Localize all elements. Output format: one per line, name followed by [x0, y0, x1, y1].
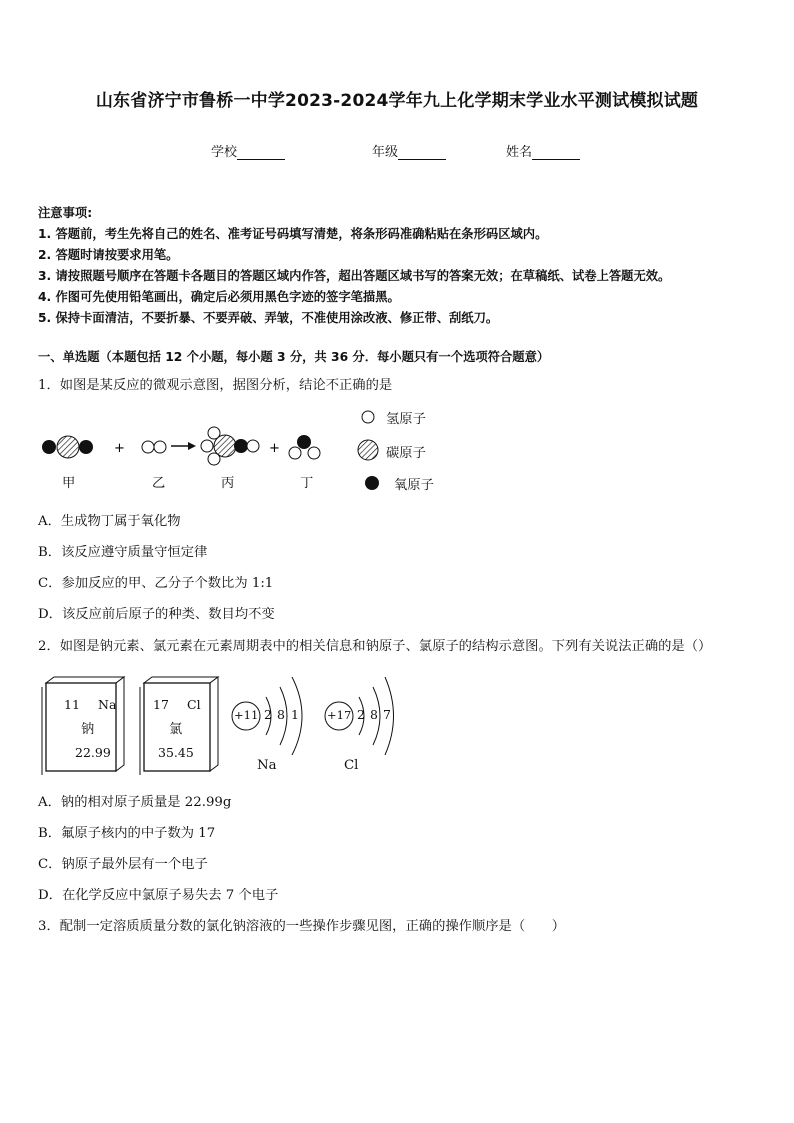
na-shell-3: 1 [291, 707, 299, 722]
q1-option-b: B．该反应遵守质量守恒定律 [38, 545, 208, 560]
label-jia: 甲 [62, 476, 76, 491]
na-shell-2: 8 [277, 707, 285, 722]
carbon-atom [214, 435, 236, 457]
molecule-bing [201, 427, 259, 465]
notes-heading: 注意事项: [38, 206, 93, 220]
legend-carbon-icon [358, 440, 378, 460]
cl-shell-1: 2 [357, 707, 365, 722]
grade-blank [398, 146, 446, 160]
molecule-ding [289, 435, 320, 459]
oxygen-atom [42, 440, 56, 454]
notes-item: 1. 答题前，考生先将自己的姓名、准考证号码填写清楚，将条形码准确粘贴在条形码区域内。 [38, 227, 548, 241]
notes-item: 3. 请按照题号顺序在答题卡各题目的答题区域内作答，超出答题区域书写的答案无效；在草稿纸、试卷上答题无效。 [38, 269, 671, 283]
reaction-arrow [171, 442, 196, 450]
grade-field [372, 141, 446, 160]
cl-shell-2: 8 [370, 707, 378, 722]
hydrogen-atom [154, 441, 166, 453]
na-symbol: Na [98, 697, 117, 712]
plus-sign: + [269, 441, 280, 456]
hydrogen-atom [289, 447, 301, 459]
label-ding: 丁 [300, 476, 314, 491]
na-atom-label: Na [257, 758, 277, 773]
q2-option-b: B．氟原子核内的中子数为 17 [38, 826, 216, 841]
question-1-stem: 1．如图是某反应的微观示意图，据图分析，结论不正确的是 [38, 378, 393, 393]
question-3-stem: 3．配制一定溶质质量分数的氯化钠溶液的一些操作步骤见图，正确的操作顺序是（ ） [38, 919, 566, 934]
na-mass: 22.99 [75, 745, 111, 760]
notes-item: 5. 保持卡面清洁，不要折暴、不要弄破、弄皱，不准使用涂改液、修正带、刮纸刀。 [38, 311, 499, 325]
school-field [211, 141, 285, 160]
grade-label: 年级 [372, 145, 399, 160]
q1-option-a: A．生成物丁属于氧化物 [38, 514, 181, 529]
label-bing: 丙 [221, 476, 235, 491]
name-blank [532, 146, 580, 160]
cl-shell-3: 7 [383, 707, 391, 722]
notes-item: 4. 作图可先使用铅笔画出，确定后必须用黑色字迹的签字笔描黑。 [38, 290, 400, 304]
hydrogen-atom [201, 440, 213, 452]
cl-nucleus: +17 [327, 708, 352, 722]
legend-oxygen-icon [365, 476, 379, 490]
na-atomic-number: 11 [64, 697, 80, 712]
section-heading: 一、单选题（本题包括 12 个小题，每小题 3 分，共 36 分．每小题只有一个选项符合题意） [38, 350, 550, 364]
school-label: 学校 [211, 145, 238, 160]
cl-name: 氯 [169, 722, 183, 737]
question-2-stem: 2．如图是钠元素、氯元素在元素周期表中的相关信息和钠原子、氯原子的结构示意图。下列有关说法正确的是（） [38, 639, 712, 654]
molecule-yi [142, 441, 166, 453]
cl-symbol: Cl [187, 697, 201, 712]
plus-sign: + [114, 441, 125, 456]
na-nucleus: +11 [234, 708, 259, 722]
cl-atom-label: Cl [344, 758, 359, 773]
q2-option-d: D．在化学反应中氯原子易失去 7 个电子 [38, 888, 279, 903]
carbon-atom [57, 436, 79, 458]
oxygen-atom [234, 439, 248, 453]
name-label: 姓名 [506, 145, 533, 160]
legend-oxygen-label: 氧原子 [394, 478, 434, 493]
hydrogen-atom [142, 441, 154, 453]
name-field [506, 141, 580, 160]
cl-atomic-number: 17 [153, 697, 169, 712]
page-title: 山东省济宁市鲁桥一中学2023-2024学年九上化学期末学业水平测试模拟试题 [95, 91, 699, 111]
school-blank [237, 146, 285, 160]
legend-hydrogen-icon [362, 411, 374, 423]
notes-block [38, 203, 670, 329]
oxygen-atom [297, 435, 311, 449]
na-shell-1: 2 [264, 707, 272, 722]
oxygen-atom [79, 440, 93, 454]
na-name: 钠 [81, 722, 95, 737]
hydrogen-atom [247, 440, 259, 452]
molecule-jia [42, 436, 93, 458]
label-yi: 乙 [152, 476, 166, 491]
q2-option-a: A．钠的相对原子质量是 22.99g [38, 795, 232, 810]
legend-hydrogen-label: 氢原子 [386, 412, 426, 427]
cl-mass: 35.45 [158, 745, 194, 760]
q1-option-c: C．参加反应的甲、乙分子个数比为 1:1 [38, 576, 274, 591]
legend-carbon-label: 碳原子 [386, 446, 426, 461]
notes-item: 2. 答题时请按要求用笔。 [38, 248, 179, 262]
hydrogen-atom [308, 447, 320, 459]
q1-option-d: D．该反应前后原子的种类、数目均不变 [38, 607, 275, 622]
q2-option-c: C．钠原子最外层有一个电子 [38, 857, 208, 872]
